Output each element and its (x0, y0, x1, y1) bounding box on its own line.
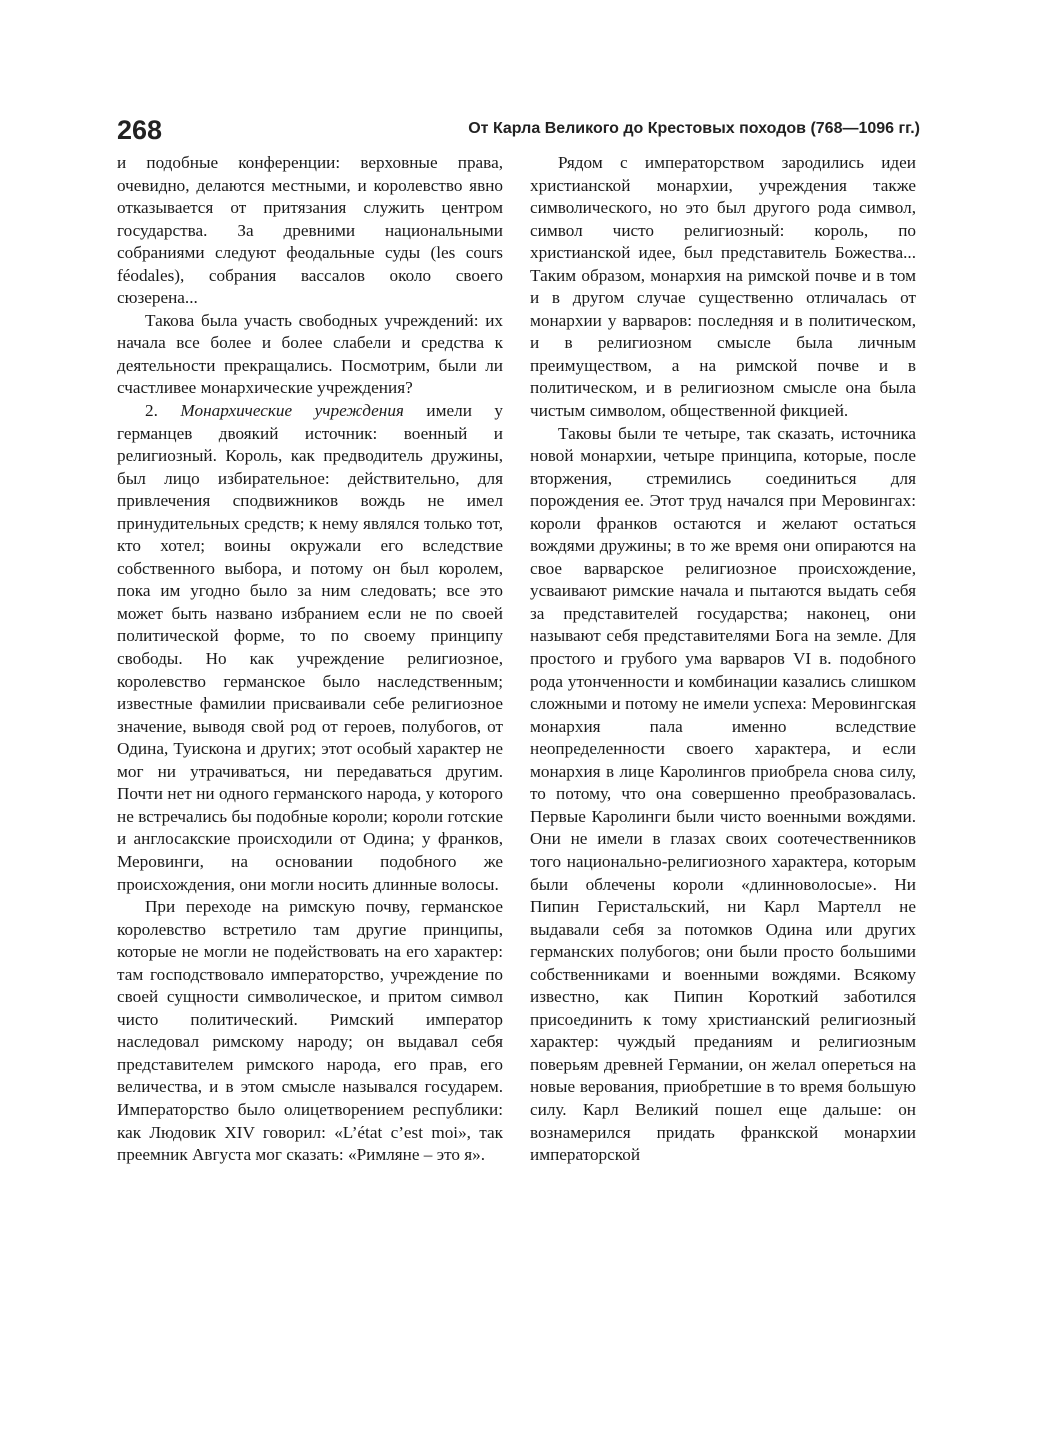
paragraph: Рядом с императорством зародились идеи христианской монархии, учреждения также символического, но это был другого рода символ, символ чисто религиозный: король, по христианской идее, был представитель Божества... Таким образом, монархия на римской почве и в том и в другом случае существенно отличалась от монархии у варваров: последняя и в политическом, и в религиозном смысле была личным преимуществом, а на римской почве и в политическом, и в религиозном смысле она была чистым символом, общественной фикцией. (530, 153, 916, 421)
paragraph: Такова была участь свободных учреждений: их начала все более и более слабели и средства к деятельности прекращались. Посмотрим, были ли счастливее монархические учреждения? (117, 310, 503, 398)
paragraph (117, 400, 503, 896)
right-column (530, 152, 916, 1167)
page-header (117, 112, 920, 148)
italic-term: Монархические учреждения (180, 401, 404, 421)
section-number: 2. (145, 401, 181, 421)
page-number: 268 (117, 115, 163, 145)
left-column (117, 152, 503, 1167)
paragraph-text: имели у германцев двоякий источник: военный и религиозный. Король, как предводитель дружины, был лицо избирательное: действительно, для привлечения сподвижников вождь не имел принудительных средств; к нему являлся только тот, кто хотел; воины окружали его вследствие собственного выбора, и потому он был королем, пока им угодно было за ним следовать; все это может быть названо избранием если не по своей политической форме, то по своему принципу свободы. Но как учреждение религиозное, королевство германское было наследственным; известные фамилии присваивали себе религиозное значение, выводя свой род от героев, полубогов, от Одина, Туискона и других; этот особый характер не мог ни утрачиваться, ни передаваться другим. Почти нет ни одного германского народа, у которого не встречались бы подобные короли; короли готские и англосакские происходили от Одина; у франков, Меровинги, на основании подобного же происхождения, они могли носить длинные волосы. (117, 401, 504, 894)
paragraph: При переходе на римскую почву, германское королевство встретило там другие принципы, которые не могли не подействовать на его характер: там господствовало императорство, учреждение по своей сущности символическое, и притом символ чисто политический. Римский император наследовал римскому народу; он выдавал себя представителем римского народа, его прав, его величества, и в этом смысле назывался государем. Императорство было олицетворением республики: как Людовик XIV говорил: «L’état c’est moi», так преемник Августа мог сказать: «Римляне – это я». (117, 897, 503, 1165)
running-title: От Карла Великого до Крестовых походов (768—1096 гг.) (468, 120, 920, 137)
paragraph: и подобные конференции: верховные права, очевидно, делаются местными, и королевство явно отказывается от притязания служить центром государства. За древними национальными собраниями следуют феодальные суды (les cours féodales), собрания вассалов около своего сюзерена... (117, 153, 503, 308)
paragraph: Таковы были те четыре, так сказать, источника новой монархии, четыре принципа, которые, после вторжения, стремились соединиться для порождения ее. Этот труд начался при Меровингах: короли франков остаются и желают остаться вождями дружины; в то же время они опираются на свое варварское религиозное происхождение, усваивают римские начала и пытаются выдать себя за представителей государства; наконец, они называют себя представителями Бога на земле. Для простого и грубого ума варваров VI в. подобного рода утонченности и комбинации казались слишком сложными и потому не имели успеха: Меровингская монархия пала именно вследствие неопределенности своего характера, и если монархия в лице Каролингов приобрела снова силу, то потому, что она совершенно преобразовалась. Первые Каролинги были чисто военными вождями. Они не имели в глазах своих соотечественников того национально-религиозного характера, которым были облечены короли «длинноволосые». Ни Пипин Геристальский, ни Карл Мартелл не выдавали себя за потомков Одина или других германских полубогов; они были просто большими собственниками и военными вождями. Всякому известно, как Пипин Короткий заботился присоединить к тому христианский религиозный характер: чуждый преданиям и религиозным поверьям древней Германии, он желал опереться на новые верования, приобретшие в то время большую силу. Карл Великий пошел еще дальше: он вознамерился придать франкской монархии императорской (530, 423, 916, 1165)
